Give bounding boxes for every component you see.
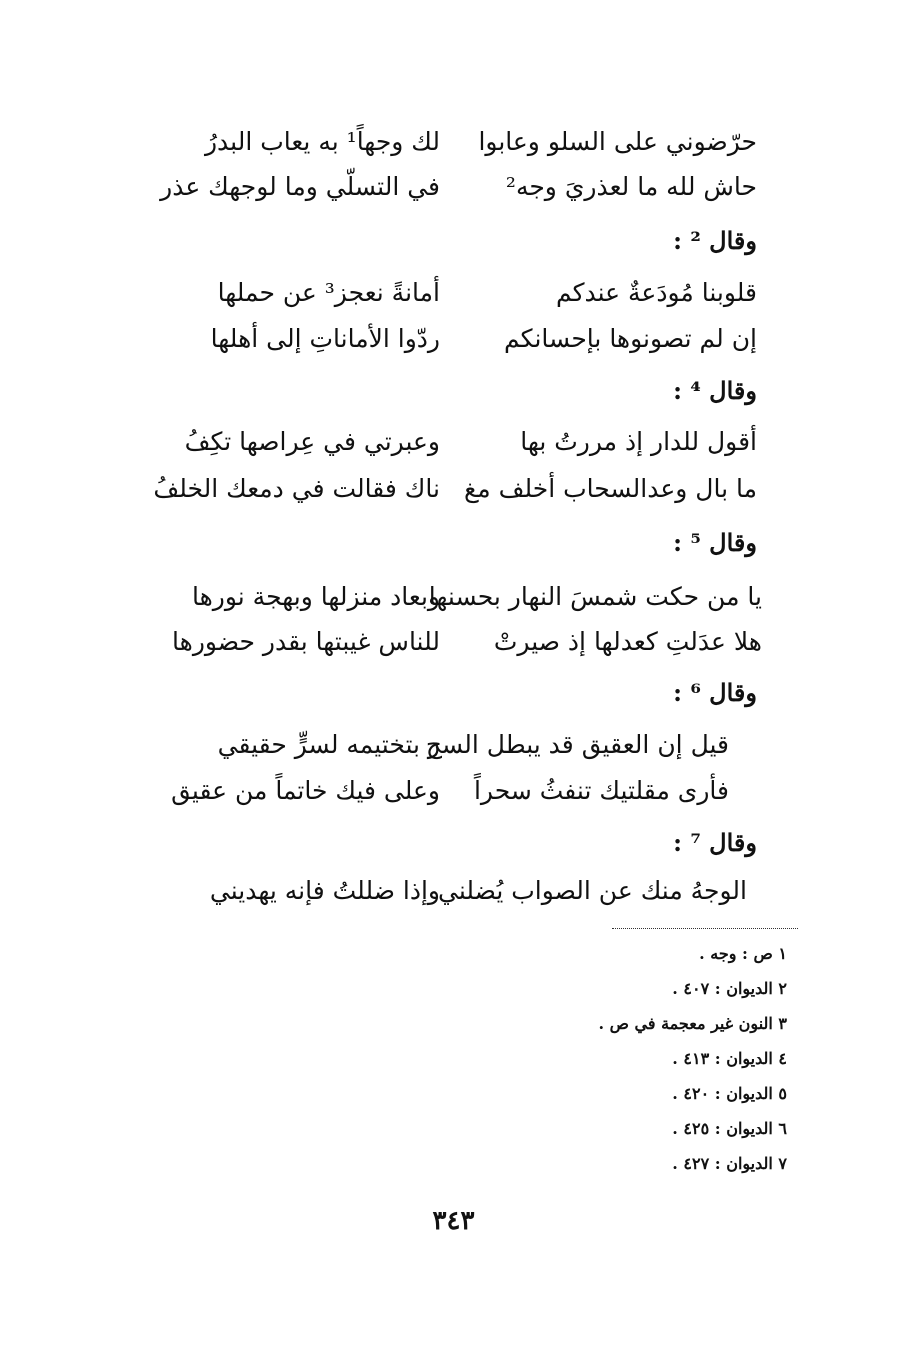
verse-5-hemistich-1: أقول للدار إذ مررتُ بها <box>520 427 757 456</box>
verse-10-hemistich-1: فأرى مقلتيك تنفثُ سحراً <box>473 776 729 805</box>
verse-6-hemistich-2: ناك فقالت في دمعك الخلفُ <box>153 474 440 503</box>
verse-5-hemistich-2: وعبرتي في عِراصها تكِفُ <box>184 427 440 456</box>
poem-heading-6: وقال ⁷ : <box>673 828 757 857</box>
poem-heading-2: وقال ² : <box>673 226 757 255</box>
verse-1-hemistich-1: حرّضوني على السلو وعابوا <box>478 127 757 156</box>
verse-2-hemistich-1: حاش لله ما لعذريَ وجه² <box>505 172 757 201</box>
verse-10-hemistich-2: وعلى فيك خاتماً من عقيق <box>171 776 440 805</box>
footnote-6: ٦ الديوان : ٤٢٥ . <box>672 1119 787 1138</box>
verse-3-hemistich-1: قلوبنا مُودَعةٌ عندكم <box>555 278 757 307</box>
footnote-7: ٧ الديوان : ٤٢٧ . <box>672 1154 787 1173</box>
footnote-1: ١ ص : وجه . <box>699 944 787 963</box>
poem-heading-4: وقال ⁵ : <box>673 528 757 557</box>
verse-4-hemistich-1: إن لم تصونوها بإحسانكم <box>504 324 757 353</box>
verse-2-hemistich-2: في التسلّي وما لوجهك عذر <box>160 172 440 201</box>
verse-9-hemistich-2: ر بتختيمه لسرٍّ حقيقي <box>217 730 440 759</box>
verse-7-hemistich-1: يا من حكت شمسَ النهار بحسنها <box>428 582 762 611</box>
verse-11-hemistich-1: الوجهُ منك عن الصواب يُضلني <box>437 876 747 905</box>
footnote-3: ٣ النون غير معجمة في ص . <box>598 1014 787 1033</box>
footnote-2: ٢ الديوان : ٤٠٧ . <box>672 979 787 998</box>
poem-heading-3: وقال ⁴ : <box>673 376 757 405</box>
verse-6-hemistich-1: ما بال وعدالسحاب أخلف مغ <box>463 474 757 503</box>
footnote-5: ٥ الديوان : ٤٢٠ . <box>672 1084 787 1103</box>
verse-4-hemistich-2: ردّوا الأماناتِ إلى أهلها <box>210 324 440 353</box>
verse-3-hemistich-2: أمانةً نعجز³ عن حملها <box>217 278 440 307</box>
verse-8-hemistich-2: للناس غيبتها بقدر حضورها <box>172 627 440 656</box>
verse-8-hemistich-1: هلا عدَلتِ كعدلها إذ صيرتْ <box>493 627 762 656</box>
footnote-4: ٤ الديوان : ٤١٣ . <box>672 1049 787 1068</box>
verse-11-hemistich-2: وإذا ضللتُ فإنه يهديني <box>209 876 440 905</box>
footnote-separator <box>612 928 798 929</box>
verse-1-hemistich-2: لك وجهاً¹ به يعاب البدرُ <box>204 127 440 156</box>
verse-9-hemistich-1: قيل إن العقيق قد يبطل السح <box>425 730 729 759</box>
poem-heading-5: وقال ⁶ : <box>673 678 757 707</box>
verse-7-hemistich-2: وبعاد منزلها وبهجة نورها <box>191 582 440 611</box>
page-number: ٣٤٣ <box>432 1206 475 1236</box>
